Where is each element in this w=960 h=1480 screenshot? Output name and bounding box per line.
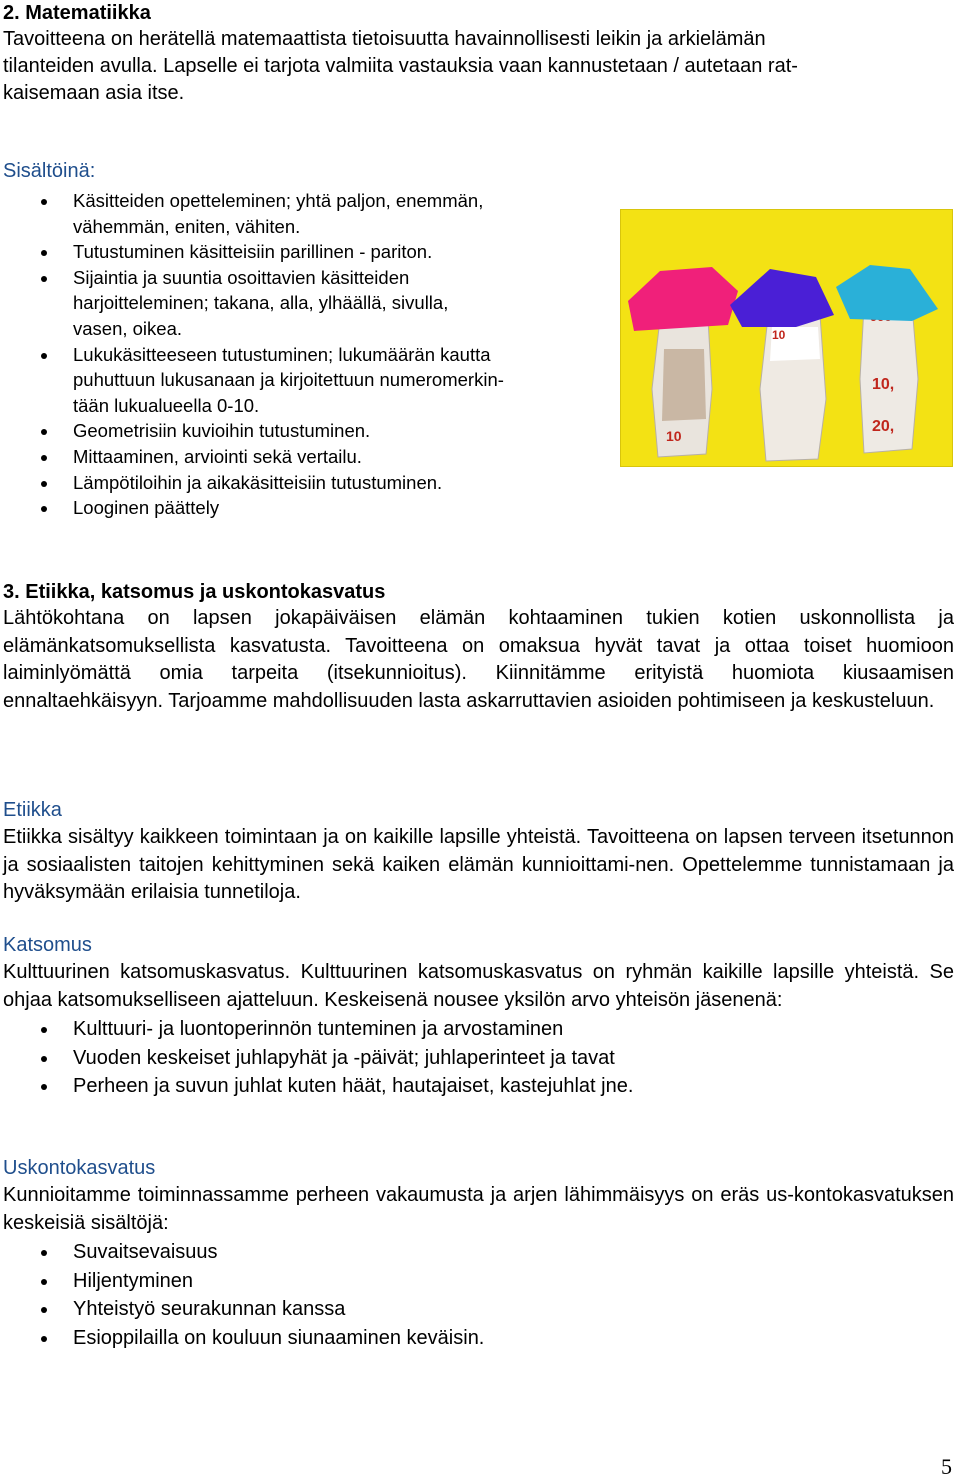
katsomus-text: Kulttuurinen katsomuskasvatus. Kulttuurinen katsomuskasvatus on ryhmän kaikille lapsille yhteistä. Se ohjaa katsomukselliseen ajatteluun. Keskeisenä nousee yksilön arvo yhteisön jäsenenä: [3,961,954,1011]
list-item: Tutustuminen käsitteisiin parillinen - pariton. [3,239,623,265]
list-item: Lukukäsitteeseen tutustuminen; lukumäärän kautta puhuttuun lukusanaan ja kirjoitettuun numeromerkin- tään lukualueella 0-10. [3,342,623,419]
etiikka-subsection [3,797,954,907]
mushroom-craft-photo [620,209,953,467]
list-item: Perheen ja suvun juhlat kuten häät, hautajaiset, kastejuhlat jne. [3,1072,954,1101]
etiikka-title: Etiikka [3,799,62,821]
math-intro-line: kaisemaan asia itse. [3,82,185,104]
list-item: Kulttuuri- ja luontoperinnön tunteminen ja arvostaminen [3,1015,954,1044]
math-heading: 2. Matematiikka [3,2,151,24]
list-item: Vuoden keskeiset juhlapyhät ja -päivät; juhlaperinteet ja tavat [3,1044,954,1073]
ethics-heading: 3. Etiikka, katsomus ja uskontokasvatus [3,581,386,603]
list-item: Esioppilailla on kouluun siunaaminen keväisin. [3,1324,954,1353]
ethics-section [3,579,954,715]
katsomus-subsection [3,932,954,1101]
list-item: Käsitteiden opetteleminen; yhtä paljon, enemmän, vähemmän, eniten, vähiten. [3,188,623,239]
uskonto-subsection [3,1155,954,1352]
list-item: Suvaitsevaisuus [3,1238,954,1267]
list-item: Hiljentyminen [3,1267,954,1296]
list-item: Lämpötiloihin ja aikakäsitteisiin tutustuminen. [3,470,623,496]
list-item: Yhteistyö seurakunnan kanssa [3,1295,954,1324]
etiikka-text: Etiikka sisältyy kaikkeen toimintaan ja on kaikille lapsille yhteistä. Tavoitteena on lapsen terveen itsetunnon ja sosiaalisten taitojen kehittyminen sekä kaiken elämän kunnioittami-nen. Opettelemme tunnistamaan ja hyväksymään erilaisia tunnetiloja. [3,826,954,903]
katsomus-list [3,1015,954,1101]
svg-text:10,: 10, [872,376,895,393]
page-number: 5 [941,1454,952,1479]
math-contents-list [3,188,623,521]
svg-text:20,: 20, [872,418,895,435]
uskonto-list [3,1238,954,1352]
katsomus-title: Katsomus [3,934,92,956]
list-item: Sijaintia ja suuntia osoittavien käsitteiden harjoitteleminen; takana, alla, ylhäällä, sivulla, vasen, oikea. [3,265,623,342]
ethics-intro: Lähtökohtana on lapsen jokapäiväisen elämän kohtaaminen tukien kotien uskonnollista ja elämänkatsomuksellista kasvatusta. Tavoitteena on omaksua hyvät tavat ja ottaa toiset huomioon laiminlyömättä omia tarpeita (itsekunnioitus). Kiinnitämme erityistä huomiota kiusaamisen ennaltaehkäisyyn. Tarjoamme mahdollisuuden lasta askarruttavien asioiden pohtimiseen ja keskusteluun. [3,607,954,712]
uskonto-title: Uskontokasvatus [3,1157,156,1179]
uskonto-text: Kunnioitamme toiminnassamme perheen vakaumusta ja arjen lähimmäisyys on eräs us-kontokasvatuksen keskeisiä sisältöjä: [3,1184,954,1234]
math-section [3,0,954,107]
list-item: Looginen päättely [3,495,623,521]
list-item: Mittaaminen, arviointi sekä vertailu. [3,444,623,470]
svg-text:10: 10 [772,328,786,342]
math-intro-line: tilanteiden avulla. Lapselle ei tarjota valmiita vastauksia vaan kannustetaan / autetaan rat- [3,55,798,77]
math-contents-label: Sisältöinä: [3,160,96,182]
math-intro-line: Tavoitteena on herätellä matemaattista tietoisuutta havainnollisesti leikin ja arkielämän [3,28,766,50]
list-item: Geometrisiin kuvioihin tutustuminen. [3,418,623,444]
svg-text:10: 10 [666,428,682,444]
